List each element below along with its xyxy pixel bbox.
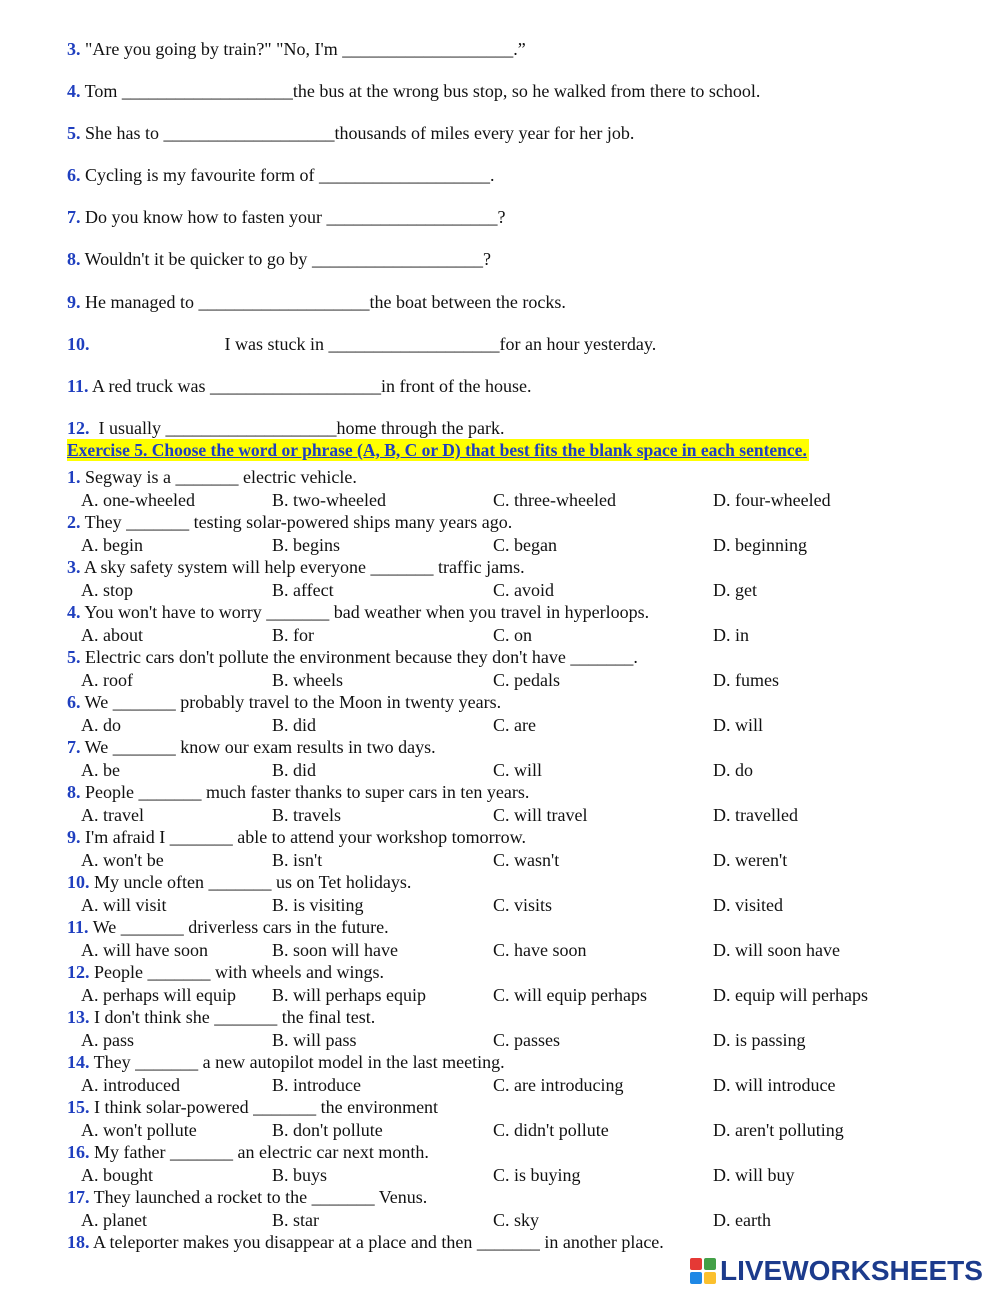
option-d[interactable]: D. weren't: [713, 850, 788, 870]
mc-question: [67, 601, 967, 623]
option-c[interactable]: C. sky: [493, 1210, 540, 1230]
mc-question: [67, 511, 967, 533]
mc-question: [67, 1096, 967, 1118]
option-b[interactable]: B. for: [272, 625, 314, 645]
answer-options: [81, 669, 961, 691]
option-c[interactable]: C. will: [493, 760, 543, 780]
question-text-before: Wouldn't it be quicker to go by: [80, 249, 312, 269]
answer-blank[interactable]: ___________________: [318, 165, 490, 185]
option-c[interactable]: C. pedals: [493, 670, 560, 690]
question-text-after: for an hour yesterday.: [499, 334, 657, 354]
option-b[interactable]: B. will perhaps equip: [272, 985, 426, 1005]
mc-question: [67, 466, 967, 488]
question-number: 7.: [67, 737, 81, 757]
option-d[interactable]: D. four-wheeled: [713, 490, 831, 510]
answer-blank[interactable]: ___________________: [163, 123, 335, 143]
mc-question: [67, 1231, 967, 1253]
question-text: Electric cars don't pollute the environment because they don't have _______.: [80, 647, 638, 667]
answer-options: [81, 534, 961, 556]
option-b[interactable]: B. did: [272, 760, 317, 780]
question-number: 7.: [67, 207, 81, 227]
question-number: 16.: [67, 1142, 90, 1162]
question-number: 9.: [67, 827, 81, 847]
question-number: 13.: [67, 1007, 90, 1027]
mc-question: [67, 781, 967, 803]
answer-options: [81, 1164, 961, 1186]
liveworksheets-logo: [690, 1254, 983, 1288]
brand-name: LIVEWORKSHEETS: [720, 1255, 983, 1286]
fill-in-question: [67, 206, 967, 228]
option-b[interactable]: B. buys: [272, 1165, 328, 1185]
question-number: 14.: [67, 1052, 90, 1072]
answer-options: [81, 984, 961, 1006]
question-text: A sky safety system will help everyone _______ traffic jams.: [80, 557, 525, 577]
option-b[interactable]: B. travels: [272, 805, 341, 825]
fill-in-question: [67, 417, 967, 439]
option-b[interactable]: B. wheels: [272, 670, 343, 690]
option-a[interactable]: A. bought: [81, 1165, 153, 1185]
answer-options: [81, 1074, 961, 1096]
option-c[interactable]: C. three-wheeled: [493, 490, 616, 510]
answer-blank[interactable]: ___________________: [165, 418, 337, 438]
question-text-after: .: [489, 165, 495, 185]
option-a[interactable]: A. do: [81, 715, 121, 735]
fill-in-question: [67, 38, 967, 60]
question-text: People _______ with wheels and wings.: [89, 962, 384, 982]
question-text: My uncle often _______ us on Tet holidays.: [89, 872, 412, 892]
question-text: We _______ know our exam results in two days.: [80, 737, 436, 757]
question-text-before: A red truck was: [88, 376, 210, 396]
question-number: 17.: [67, 1187, 90, 1207]
option-a[interactable]: A. pass: [81, 1030, 134, 1050]
option-c[interactable]: C. didn't pollute: [493, 1120, 609, 1140]
option-b[interactable]: B. soon will have: [272, 940, 398, 960]
question-text: We _______ driverless cars in the future.: [88, 917, 389, 937]
option-d[interactable]: D. will buy: [713, 1165, 795, 1185]
option-a[interactable]: A. begin: [81, 535, 143, 555]
exercise-5-heading: Exercise 5. Choose the word or phrase (A, B, C or D) that best fits the blank space in each sentence.: [67, 440, 807, 460]
question-text: They launched a rocket to the _______ Venus.: [89, 1187, 428, 1207]
question-number: 10.: [67, 334, 90, 354]
answer-options: [81, 939, 961, 961]
question-text: I don't think she _______ the final test.: [89, 1007, 376, 1027]
fill-in-question: [67, 291, 967, 313]
mc-question: [67, 1051, 967, 1073]
option-d[interactable]: D. get: [713, 580, 757, 600]
answer-options: [81, 759, 961, 781]
question-number: 5.: [67, 123, 81, 143]
question-number: 9.: [67, 292, 81, 312]
mc-question: [67, 871, 967, 893]
fill-in-question: [67, 80, 967, 102]
option-c[interactable]: C. visits: [493, 895, 553, 915]
option-a[interactable]: A. travel: [81, 805, 144, 825]
question-text: I'm afraid I _______ able to attend your workshop tomorrow.: [80, 827, 526, 847]
option-b[interactable]: B. don't pollute: [272, 1120, 383, 1140]
question-number: 4.: [67, 81, 81, 101]
answer-blank[interactable]: ___________________: [210, 376, 381, 396]
question-number: 12.: [67, 418, 90, 438]
answer-options: [81, 894, 961, 916]
option-a[interactable]: A. stop: [81, 580, 134, 600]
answer-options: [81, 579, 961, 601]
option-d[interactable]: D. do: [713, 760, 753, 780]
question-text: They _______ a new autopilot model in the last meeting.: [89, 1052, 505, 1072]
option-a[interactable]: A. will visit: [81, 895, 167, 915]
option-c[interactable]: C. have soon: [493, 940, 587, 960]
answer-options: [81, 714, 961, 736]
question-text: We _______ probably travel to the Moon in twenty years.: [80, 692, 502, 712]
mc-question: [67, 646, 967, 668]
question-number: 18.: [67, 1232, 90, 1252]
question-text-before: Tom: [80, 81, 122, 101]
question-text-before: He managed to: [80, 292, 199, 312]
answer-blank[interactable]: ___________________: [328, 334, 500, 354]
option-d[interactable]: D. fumes: [713, 670, 779, 690]
mc-question: [67, 1006, 967, 1028]
answer-options: [81, 849, 961, 871]
answer-options: [81, 489, 961, 511]
mc-question: [67, 916, 967, 938]
option-b[interactable]: B. isn't: [272, 850, 323, 870]
option-d[interactable]: D. visited: [713, 895, 783, 915]
question-text-before: She has to: [80, 123, 164, 143]
option-c[interactable]: C. began: [493, 535, 557, 555]
question-text: People _______ much faster thanks to super cars in ten years.: [80, 782, 530, 802]
question-text-after: the boat between the rocks.: [369, 292, 566, 312]
option-c[interactable]: C. on: [493, 625, 533, 645]
option-a[interactable]: A. introduced: [81, 1075, 180, 1095]
option-b[interactable]: B. two-wheeled: [272, 490, 386, 510]
option-d[interactable]: D. aren't polluting: [713, 1120, 844, 1140]
fill-in-question: [67, 122, 967, 144]
mc-question: [67, 691, 967, 713]
option-a[interactable]: A. one-wheeled: [81, 490, 195, 510]
mc-question: [67, 1186, 967, 1208]
question-number: 6.: [67, 692, 81, 712]
fill-in-question: [67, 375, 967, 397]
question-number: 3.: [67, 557, 81, 577]
option-c[interactable]: C. is buying: [493, 1165, 581, 1185]
option-c[interactable]: C. are: [493, 715, 536, 735]
option-b[interactable]: B. star: [272, 1210, 319, 1230]
fill-in-question: [67, 333, 967, 355]
question-number: 8.: [67, 782, 81, 802]
question-number: 12.: [67, 962, 90, 982]
question-text-after: home through the park.: [336, 418, 505, 438]
option-d[interactable]: D. equip will perhaps: [713, 985, 868, 1005]
question-number: 3.: [67, 39, 81, 59]
question-number: 6.: [67, 165, 81, 185]
option-d[interactable]: D. beginning: [713, 535, 807, 555]
answer-blank[interactable]: ___________________: [326, 207, 498, 227]
option-c[interactable]: C. avoid: [493, 580, 554, 600]
option-b[interactable]: B. begins: [272, 535, 341, 555]
question-text-after: thousands of miles every year for her job.: [334, 123, 635, 143]
option-a[interactable]: A. will have soon: [81, 940, 208, 960]
question-text: My father _______ an electric car next month.: [89, 1142, 429, 1162]
option-d[interactable]: D. in: [713, 625, 749, 645]
option-b[interactable]: B. is visiting: [272, 895, 364, 915]
question-text-before: Cycling is my favourite form of: [80, 165, 319, 185]
option-c[interactable]: C. wasn't: [493, 850, 560, 870]
question-text-before: I usually: [89, 418, 166, 438]
question-number: 8.: [67, 249, 81, 269]
option-c[interactable]: C. will travel: [493, 805, 588, 825]
mc-question: [67, 556, 967, 578]
option-d[interactable]: D. will: [713, 715, 764, 735]
option-d[interactable]: D. travelled: [713, 805, 798, 825]
answer-options: [81, 624, 961, 646]
question-text-after: the bus at the wrong bus stop, so he walked from there to school.: [292, 81, 761, 101]
option-b[interactable]: B. affect: [272, 580, 334, 600]
option-b[interactable]: B. introduce: [272, 1075, 361, 1095]
mc-question: [67, 736, 967, 758]
option-d[interactable]: D. earth: [713, 1210, 771, 1230]
mc-question: [67, 826, 967, 848]
question-text: A teleporter makes you disappear at a place and then _______ in another place.: [89, 1232, 664, 1252]
option-b[interactable]: B. will pass: [272, 1030, 357, 1050]
fill-in-question: [67, 248, 967, 270]
fill-in-question: [67, 164, 967, 186]
question-number: 2.: [67, 512, 81, 532]
question-number: 11.: [67, 917, 89, 937]
option-a[interactable]: A. about: [81, 625, 143, 645]
option-a[interactable]: A. be: [81, 760, 120, 780]
option-a[interactable]: A. won't be: [81, 850, 164, 870]
option-c[interactable]: C. passes: [493, 1030, 560, 1050]
option-b[interactable]: B. did: [272, 715, 317, 735]
question-number: 10.: [67, 872, 90, 892]
question-text: You won't have to worry _______ bad weather when you travel in hyperloops.: [80, 602, 650, 622]
question-text: Segway is a _______ electric vehicle.: [80, 467, 357, 487]
question-number: 15.: [67, 1097, 90, 1117]
option-c[interactable]: C. will equip perhaps: [493, 985, 647, 1005]
answer-blank[interactable]: ___________________: [198, 292, 370, 312]
answer-options: [81, 1029, 961, 1051]
option-c[interactable]: C. are introducing: [493, 1075, 624, 1095]
option-a[interactable]: A. planet: [81, 1210, 147, 1230]
question-text-after: ?: [482, 249, 491, 269]
question-text-after: .”: [513, 39, 526, 59]
liveworksheets-mark-icon: [690, 1258, 716, 1284]
question-text-before: Do you know how to fasten your: [80, 207, 327, 227]
question-number: 11.: [67, 376, 89, 396]
answer-options: [81, 1119, 961, 1141]
answer-blank[interactable]: ___________________: [311, 249, 483, 269]
question-text: They _______ testing solar-powered ships many years ago.: [80, 512, 513, 532]
answer-options: [81, 1209, 961, 1231]
option-a[interactable]: A. perhaps will equip: [81, 985, 236, 1005]
question-number: 4.: [67, 602, 81, 622]
mc-question: [67, 961, 967, 983]
option-d[interactable]: D. will soon have: [713, 940, 840, 960]
question-text: I think solar-powered _______ the environment: [89, 1097, 439, 1117]
mc-question: [67, 1141, 967, 1163]
question-text-after: in front of the house.: [381, 376, 532, 396]
answer-blank[interactable]: ___________________: [121, 81, 293, 101]
question-text-before: I was stuck in: [89, 334, 329, 354]
option-d[interactable]: D. is passing: [713, 1030, 806, 1050]
question-number: 1.: [67, 467, 81, 487]
answer-blank[interactable]: ___________________: [342, 39, 514, 59]
question-text-before: "Are you going by train?" "No, I'm: [80, 39, 343, 59]
option-a[interactable]: A. won't pollute: [81, 1120, 197, 1140]
option-a[interactable]: A. roof: [81, 670, 133, 690]
question-text-after: ?: [497, 207, 506, 227]
answer-options: [81, 804, 961, 826]
option-d[interactable]: D. will introduce: [713, 1075, 836, 1095]
question-number: 5.: [67, 647, 81, 667]
